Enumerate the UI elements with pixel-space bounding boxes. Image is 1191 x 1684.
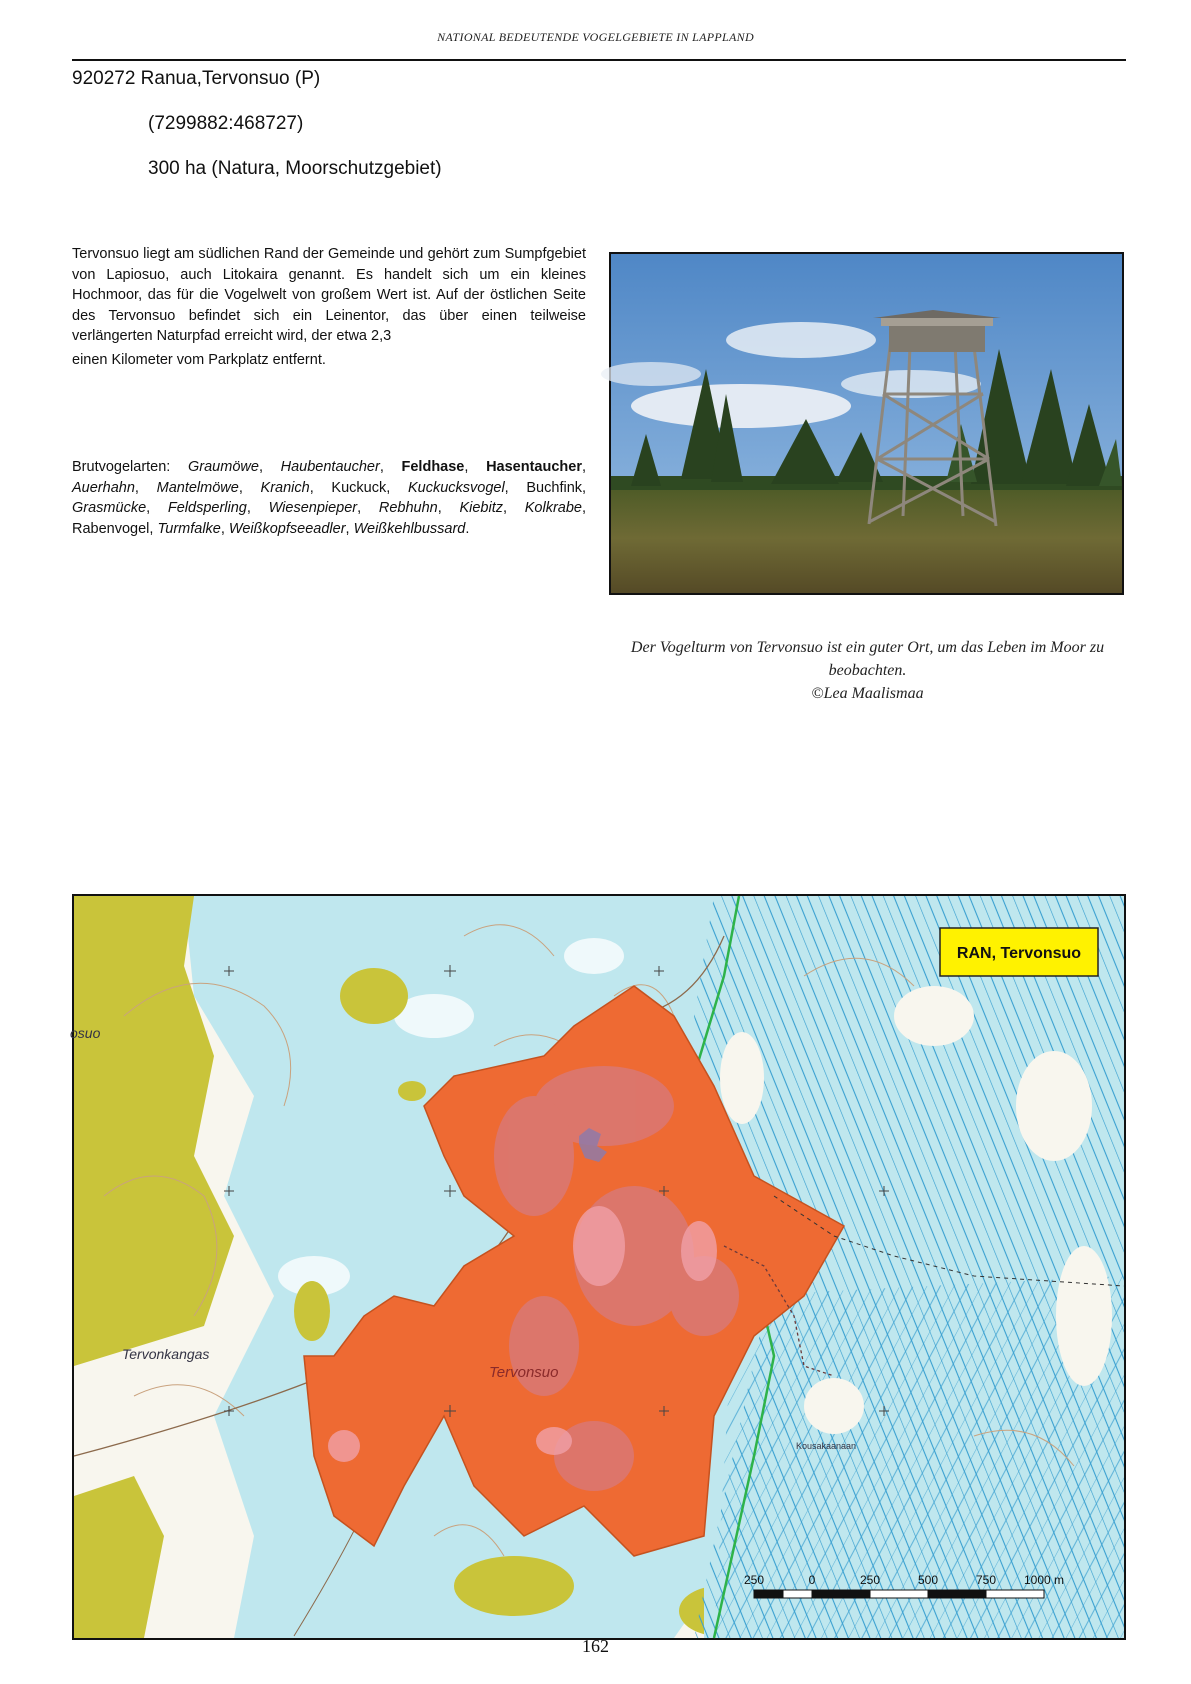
svg-text:Tervonkangas: Tervonkangas (122, 1346, 210, 1362)
header-rule (72, 59, 1126, 61)
description-text: Tervonsuo liegt am südlichen Rand der Gemeinde und gehört zum Sumpfgebiet von Lapiosuo, auch Litokaira genannt. Es handelt sich um ein kleines Hochmoor, das für die Vogelwelt von großem Wert ist. Auf der östlichen Seite des Tervonsuo befindet sich ein Leinentor, das über einen teilweise verlängerten Naturpfad erreicht wird, der etwa 2,3 (72, 246, 586, 344)
site-map (72, 894, 1126, 1640)
breeding-species-list: Brutvogelarten: Graumöwe, Haubentaucher, Feldhase, Hasentaucher, Auerhahn, Mantelmöwe, Kranich, Kuckuck, Kuckucksvogel, Buchfink, Grasmücke, Feldsperling, Wiesenpieper, Rebhuhn, Kiebitz, Kolkrabe, Rabenvogel, Turmfalke, Weißkopfseeadler, Weißkehlbussard. (72, 459, 587, 537)
species-name: Haubentaucher (280, 459, 380, 475)
site-description (72, 244, 586, 370)
species-name: Feldhase (401, 459, 465, 475)
species-name: Rabenvogel (72, 520, 150, 537)
svg-text:250: 250 (743, 1573, 765, 1587)
species-name: Kuckuck (331, 479, 387, 496)
species-name: Mantelmöwe (156, 479, 239, 496)
species-name: Grasmücke (72, 500, 147, 516)
svg-text:250: 250 (859, 1573, 881, 1587)
species-name: Auerhahn (72, 479, 135, 496)
species-name: Buchfink (526, 479, 583, 496)
svg-text:RAN, Tervonsuo: RAN, Tervonsuo (956, 945, 1082, 962)
running-header: NATIONAL BEDEUTENDE VOGELGEBIETE IN LAPPLAND (437, 30, 754, 44)
svg-text:0: 0 (808, 1573, 816, 1587)
species-name: Kiebitz (459, 500, 503, 516)
svg-text:500: 500 (917, 1573, 939, 1587)
photo-caption (600, 636, 1135, 705)
site-title: 920272 Ranua,Tervonsuo (P) (72, 68, 321, 89)
species-name: Weißkehlbussard (353, 520, 466, 537)
svg-text:1000 m: 1000 m (1023, 1573, 1065, 1587)
site-coordinates: (7299882:468727) (148, 113, 304, 134)
svg-text:Tervonsuo: Tervonsuo (489, 1364, 559, 1381)
species-name: Kranich (260, 479, 310, 496)
species-name: Wiesenpieper (268, 500, 358, 516)
site-area: 300 ha (Natura, Moorschutzgebiet) (148, 158, 442, 179)
page-number: 162 (582, 1636, 609, 1656)
species-name: Hasentaucher (486, 459, 582, 475)
svg-text:osuo: osuo (70, 1025, 101, 1041)
svg-text:750: 750 (975, 1573, 997, 1587)
species-name: Turmfalke (157, 520, 221, 537)
svg-text:Kousakaanaan: Kousakaanaan (796, 1441, 857, 1451)
description-tail: einen Kilometer vom Parkplatz entfernt. (72, 351, 326, 368)
species-name: Weißkopfseeadler (228, 520, 346, 537)
photo-credit: ©Lea Maalismaa (811, 685, 924, 702)
species-name: Graumöwe (188, 459, 259, 475)
caption-text: Der Vogelturm von Tervonsuo ist ein guter Ort, um das Leben im Moor zu beobachten. (630, 639, 1105, 679)
species-label: Brutvogelarten: (72, 459, 171, 475)
bird-tower-photo (609, 252, 1124, 595)
species-name: Rebhuhn (378, 500, 438, 516)
species-name: Kuckucksvogel (407, 479, 505, 496)
species-name: Kolkrabe (524, 500, 582, 516)
species-name: Feldsperling (167, 500, 247, 516)
